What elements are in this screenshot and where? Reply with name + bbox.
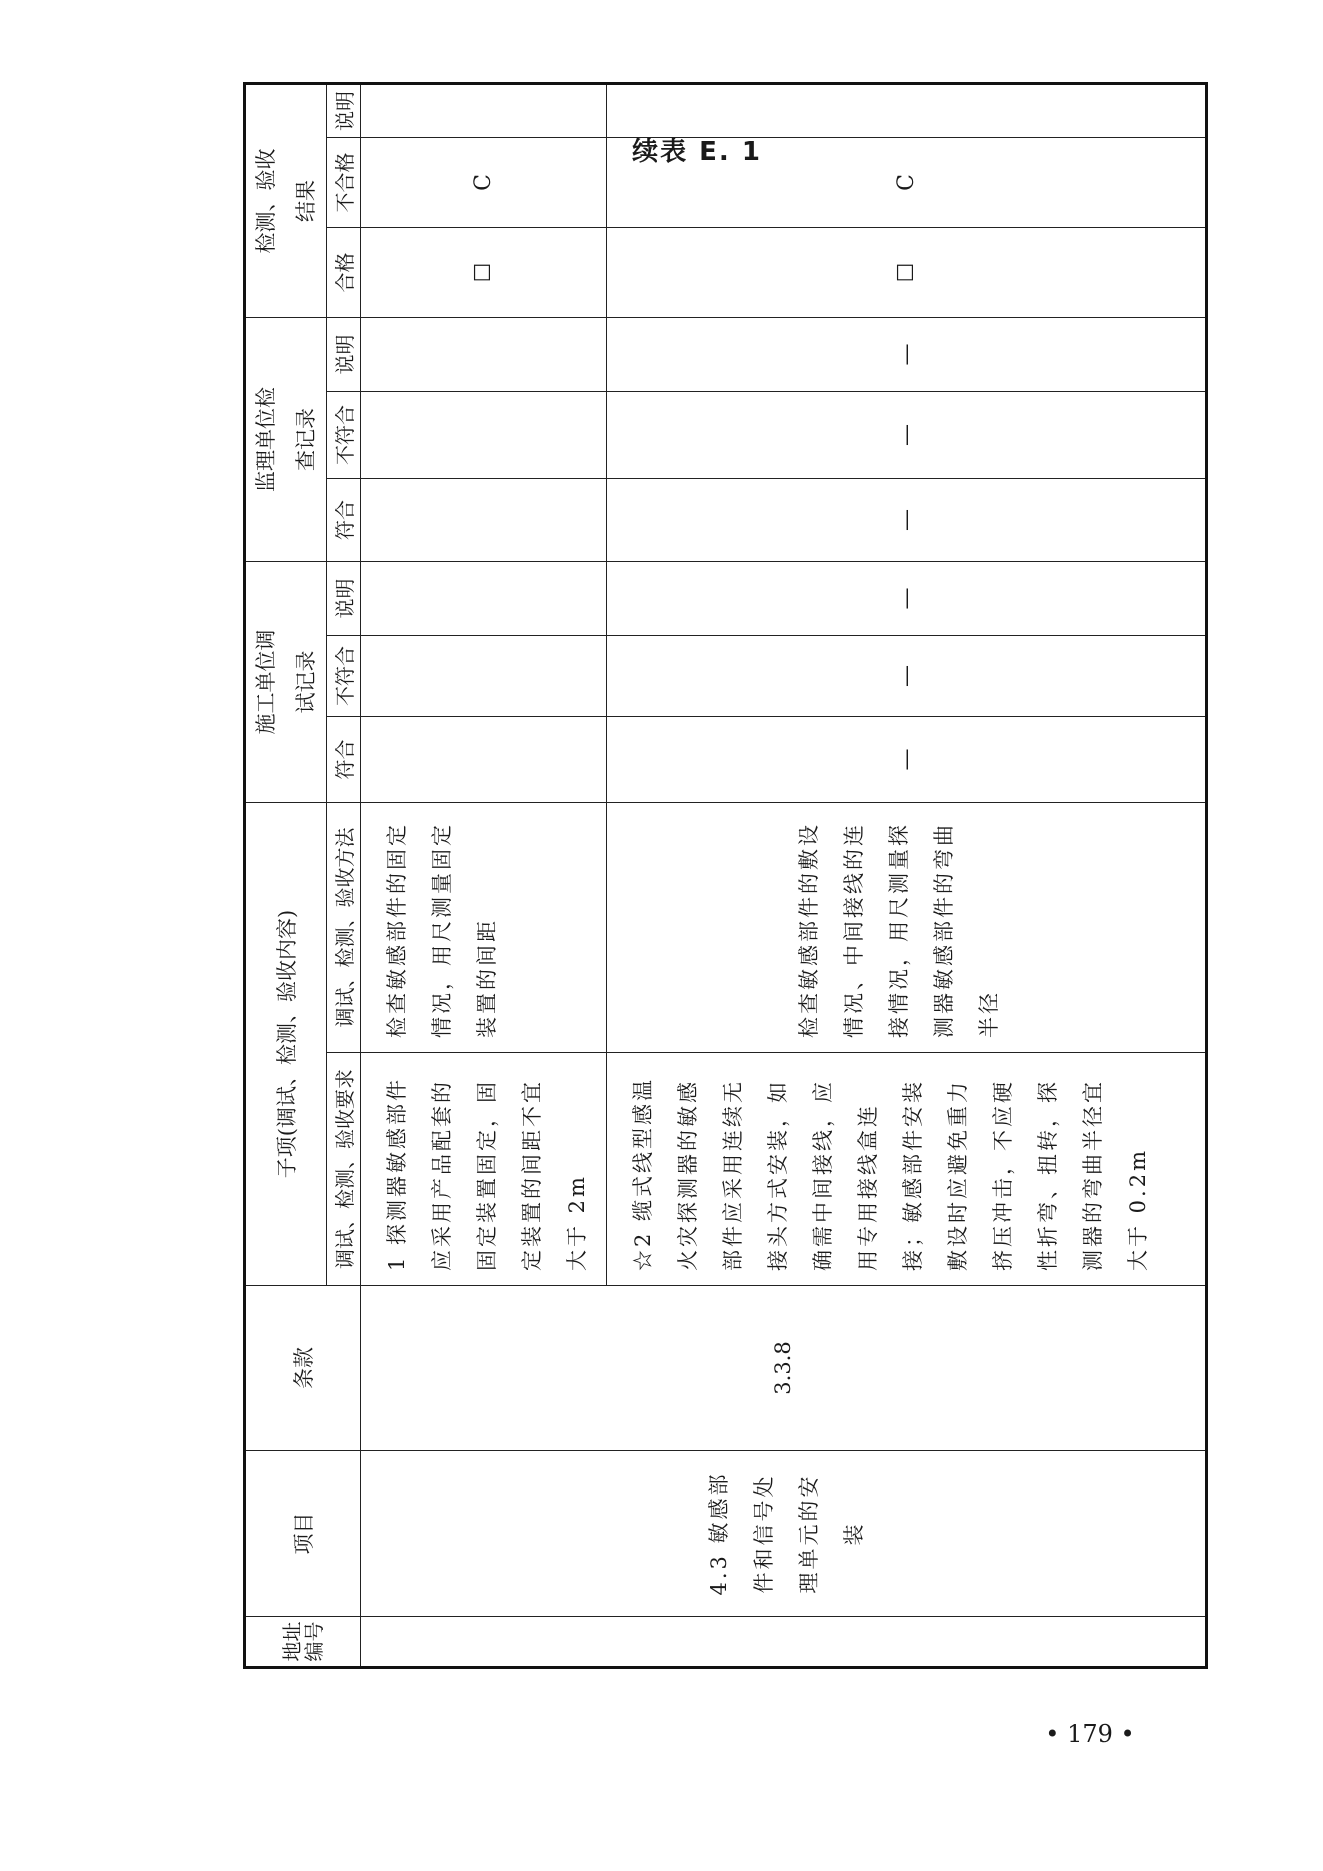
caption-area <box>243 122 1151 192</box>
header-r-unqualified: 不合格 <box>327 137 361 227</box>
header-s-note: 说明 <box>327 317 361 391</box>
header-method: 调试、检测、验收方法 <box>327 802 361 1052</box>
header-c-nonconform: 不符合 <box>327 635 361 716</box>
header-r-note: 说明 <box>327 83 361 137</box>
rotated-page <box>243 0 1151 1674</box>
s-note-cell: — <box>607 317 1207 391</box>
c-nonconform-cell: — <box>607 635 1207 716</box>
header-subitem: 子项(调试、检测、验收内容) <box>245 802 327 1285</box>
clause-cell <box>361 1286 1207 1451</box>
header-s-nonconform: 不符合 <box>327 391 361 478</box>
c-conform-cell <box>361 716 607 802</box>
page-number: • 179 • <box>1045 1720 1135 1748</box>
table-row <box>361 83 607 1667</box>
requirement-cell: ☆2 缆式线型感温火灾探测器的敏感部件应采用连续无接头方式安装，如确需中间接线，应用专用接线盒连接；敏感部件安装敷设时应避免重力挤压冲击，不应硬性折弯、扭转，探测器的弯曲半径宜大于 0.2m <box>607 1053 1207 1286</box>
header-supervision: 监理单位检查记录 <box>245 317 327 561</box>
method-cell: 检查敏感部件的敷设情况、中间接线的连接情况，用尺测量探测器敏感部件的弯曲半径 <box>607 802 1207 1052</box>
header-clause: 条款 <box>245 1286 361 1451</box>
unqualified-circle[interactable]: C <box>607 137 1207 227</box>
qualified-checkbox[interactable]: ☐ <box>607 227 1207 317</box>
c-note-cell: — <box>607 561 1207 635</box>
address-no-cell <box>361 1617 1207 1668</box>
project-text: 4.3 敏感部件和信号处理单元的安装 <box>707 1471 866 1596</box>
header-construction: 施工单位调试记录 <box>245 561 327 802</box>
unqualified-circle[interactable]: C <box>361 137 607 227</box>
project-cell <box>361 1451 1207 1617</box>
requirement-cell: 1 探测器敏感部件应采用产品配套的固定装置固定，固定装置的间距不宜大于 2m <box>361 1053 607 1286</box>
s-note-cell <box>361 317 607 391</box>
method-cell: 检查敏感部件的固定情况，用尺测量固定装置的间距 <box>361 802 607 1052</box>
header-c-conform: 符合 <box>327 716 361 802</box>
header-s-conform: 符合 <box>327 478 361 561</box>
inspection-table <box>243 82 1208 1669</box>
qualified-checkbox[interactable]: ☐ <box>361 227 607 317</box>
s-conform-cell <box>361 478 607 561</box>
header-project: 项目 <box>245 1451 361 1617</box>
header-r-qualified: 合格 <box>327 227 361 317</box>
clause-text: 3.3.8 <box>771 1341 795 1395</box>
s-nonconform-cell <box>361 391 607 478</box>
header-address-no: 地址编号 <box>245 1617 361 1668</box>
c-nonconform-cell <box>361 635 607 716</box>
header-c-note: 说明 <box>327 561 361 635</box>
c-conform-cell: — <box>607 716 1207 802</box>
header-requirement: 调试、检测、验收要求 <box>327 1053 361 1286</box>
header-result: 检测、验收结果 <box>245 83 327 317</box>
s-conform-cell: — <box>607 478 1207 561</box>
table-caption: 续表 E. 1 <box>632 137 762 167</box>
s-nonconform-cell: — <box>607 391 1207 478</box>
c-note-cell <box>361 561 607 635</box>
